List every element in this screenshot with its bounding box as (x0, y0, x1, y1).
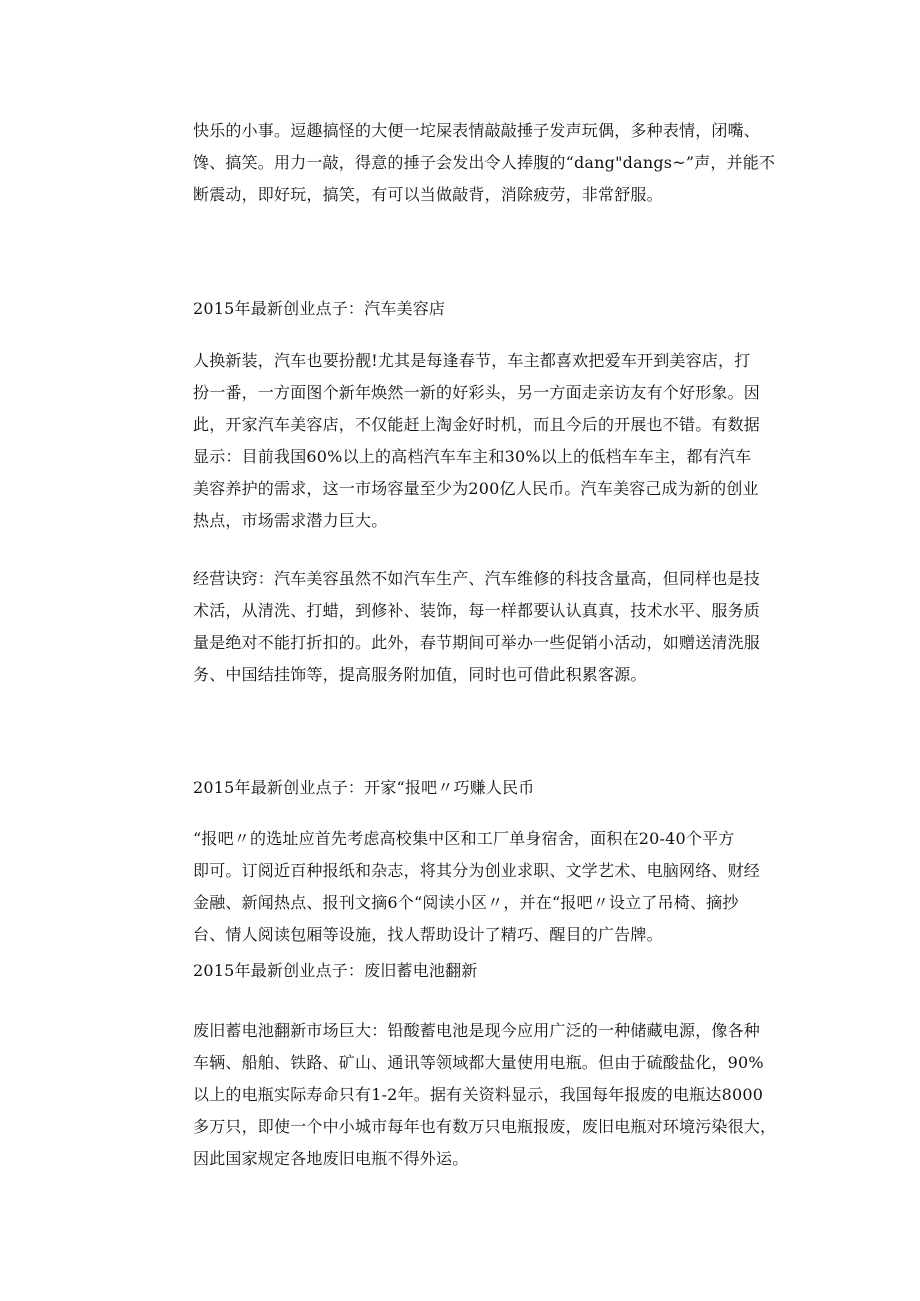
section-heading-newspaper-bar (193, 772, 793, 804)
heading-text: 2015年最新创业点子：汽车美容店 (193, 299, 446, 318)
text-line: 经营诀窍：汽车美容虽然不如汽车生产、汽车维修的科技含量高，但同样也是技 (193, 569, 761, 588)
newspaper-bar-paragraph (193, 823, 793, 951)
text-line: 因此国家规定各地废旧电瓶不得外运。 (193, 1149, 469, 1168)
text-line: 务、中国结挂饰等，提高服务附加值，同时也可借此积累客源。 (193, 665, 647, 684)
heading-text: 2015年最新创业点子：废旧蓄电池翻新 (193, 961, 478, 980)
car-beauty-paragraph-2 (193, 563, 793, 691)
text-line: 热点，市场需求潜力巨大。 (193, 511, 388, 530)
text-line: 多万只，即使一个中小城市每年也有数万只电瓶报废，废旧电瓶对环境污染很大， (193, 1117, 777, 1136)
text-line: 以上的电瓶实际寿命只有1-2年。据有关资料显示，我国每年报废的电瓶达8000 (193, 1085, 764, 1104)
text-line: 车辆、船舶、铁路、矿山、通讯等领域都大量使用电瓶。但由于硫酸盐化，90% (193, 1053, 764, 1072)
text-line: 废旧蓄电池翻新市场巨大：铅酸蓄电池是现今应用广泛的一种储藏电源，像各种 (193, 1021, 761, 1040)
battery-paragraph (193, 1015, 793, 1175)
section-heading-battery (193, 955, 793, 987)
text-line: 馋、搞笑。用力一敲，得意的捶子会发出令人捧腹的“dang"dangs~”声，并能不 (193, 153, 776, 172)
text-line: 人换新装，汽车也要扮靓!尤其是每逢春节，车主都喜欢把爱车开到美容店，打 (193, 351, 751, 370)
text-line: 台、情人阅读包厢等设施，找人帮助设计了精巧、醒目的广告牌。 (193, 925, 663, 944)
car-beauty-paragraph-1 (193, 345, 793, 537)
text-line: 断震动，即好玩，搞笑，有可以当做敲背，消除疲劳，非常舒服。 (193, 185, 663, 204)
text-line: 美容养护的需求，这一市场容量至少为200亿人民币。汽车美容己成为新的创业 (193, 479, 759, 498)
text-line: 术活，从清洗、打蜡，到修补、装饰，每一样都要认认真真，技术水平、服务质 (193, 601, 761, 620)
text-line: 显示：目前我国60%以上的高档汽车车主和30%以上的低档车车主，都有汽车 (193, 447, 752, 466)
text-line: 扮一番，一方面图个新年焕然一新的好彩头，另一方面走亲访友有个好形象。因 (193, 383, 761, 402)
text-line: “报吧〃的选址应首先考虑高校集中区和工厂单身宿舍，面积在20-40个平方 (193, 829, 735, 848)
text-line: 金融、新闻热点、报刊文摘6个“阅读小区〃，并在“报吧〃设立了吊椅、摘抄 (193, 893, 739, 912)
text-line: 此，开家汽车美容店，不仅能赶上淘金好时机，而且今后的开展也不错。有数据 (193, 415, 761, 434)
text-line: 量是绝对不能打折扣的。此外，春节期间可举办一些促销小活动，如赠送清洗服 (193, 633, 761, 652)
heading-text: 2015年最新创业点子：开家“报吧〃巧赚人民币 (193, 778, 535, 797)
section-heading-car-beauty (193, 293, 793, 325)
intro-paragraph (193, 115, 793, 211)
text-line: 即可。订阅近百种报纸和杂志，将其分为创业求职、文学艺术、电脑网络、财经 (193, 861, 761, 880)
text-line: 快乐的小事。逗趣搞怪的大便一坨屎表情敲敲捶子发声玩偶，多种表情，闭嘴、 (193, 121, 761, 140)
